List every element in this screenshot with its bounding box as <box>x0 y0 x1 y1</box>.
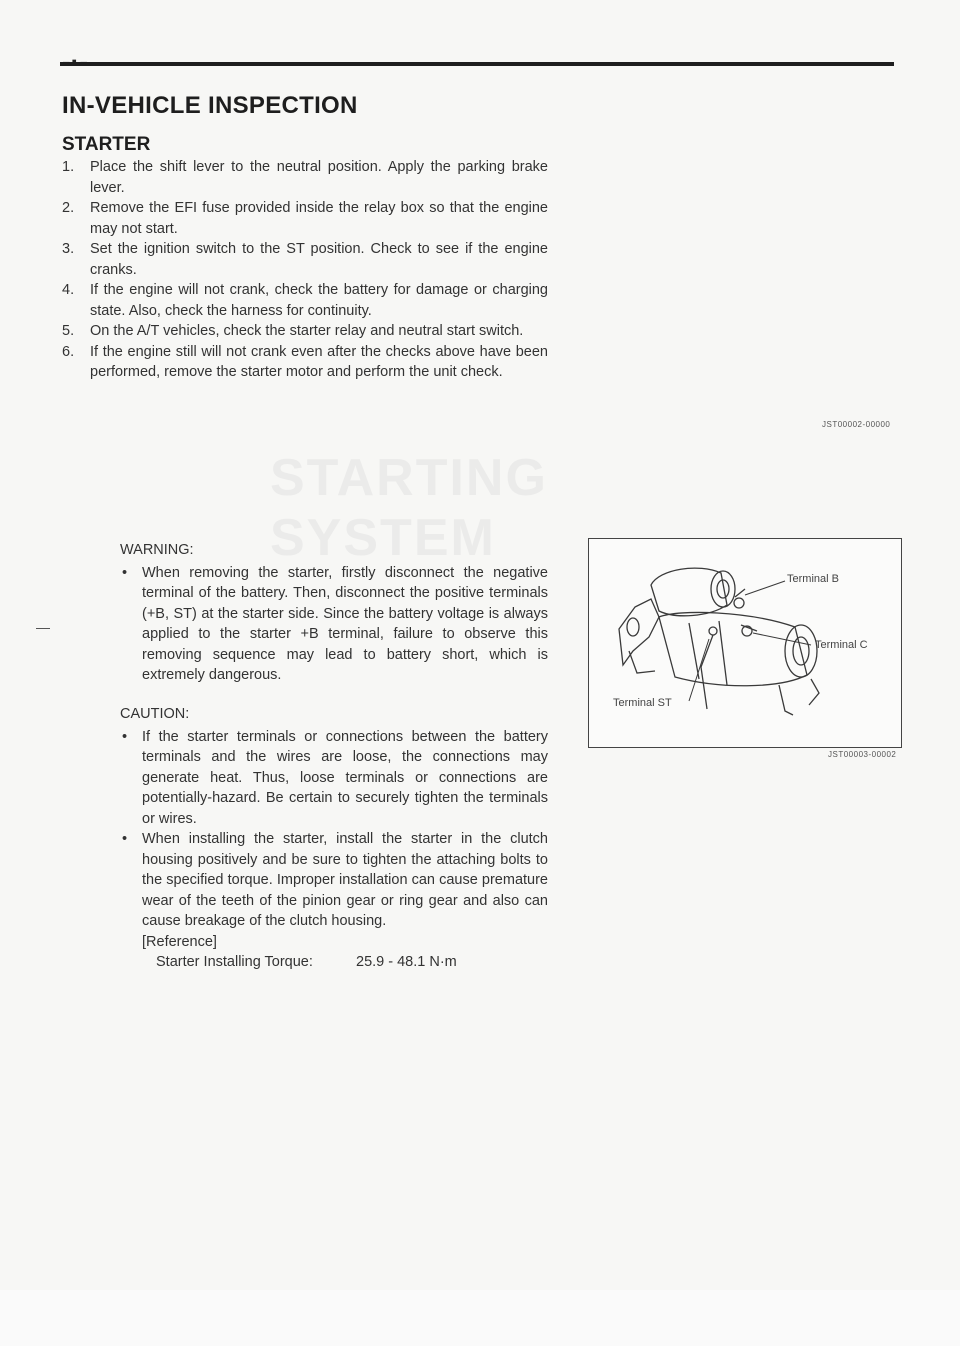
torque-value: 25.9 - 48.1 N·m <box>356 954 457 970</box>
torque-spec <box>120 952 548 973</box>
header-rule <box>60 62 894 66</box>
figure-code: JST00003-00002 <box>828 750 897 759</box>
page-title: IN-VEHICLE INSPECTION <box>62 92 358 119</box>
procedure-steps <box>62 157 548 383</box>
section-subtitle: STARTER <box>62 134 151 155</box>
caution-text: When installing the starter, install the starter in the clutch housing positively and be sure to tighten the attaching bolts to the specified torque. Improper installation can cause premature wear of the teeth of the pinion gear or ring gear and also can cause breakage of the clutch housing. <box>142 831 548 929</box>
reference-label: [Reference] <box>142 933 217 950</box>
page-footer <box>0 1290 960 1346</box>
caution-bullet <box>120 727 548 830</box>
torque-label: Starter Installing Torque: <box>156 954 313 970</box>
step-text: If the engine will not crank, check the battery for damage or charging state. Also, check the harness for continuity. <box>90 282 548 319</box>
step-text: Remove the EFI fuse provided inside the relay box so that the engine may not start. <box>90 200 548 237</box>
step-text: If the engine still will not crank even after the checks above have been performed, remove the starter motor and perform the unit check. <box>90 343 548 380</box>
step-item <box>62 157 548 198</box>
step-item <box>62 198 548 239</box>
reference-code: JST00002-00000 <box>822 420 891 429</box>
bullet-dot: • <box>122 564 128 581</box>
warning-bullet <box>120 563 548 686</box>
step-text: Set the ignition switch to the ST position. Check to see if the engine cranks. <box>90 241 548 278</box>
step-number: 4. <box>62 282 75 298</box>
caution-bullet <box>120 829 548 932</box>
warning-heading: WARNING: <box>120 542 194 558</box>
starter-terminal-figure <box>588 538 902 748</box>
step-item <box>62 342 548 383</box>
bullet-dot: • <box>122 831 128 847</box>
terminal-b-label: Terminal B <box>787 573 839 585</box>
warning-text: When removing the starter, firstly disconnect the negative terminal of the battery. Then, disconnect the positive terminals (+B, ST) at the starter side. Since the battery voltage is always applied to the starter +B terminal, failure to observe this removing sequence may lead to battery short, which is extremely dangerous. <box>142 564 548 683</box>
caution-text: If the starter terminals or connections between the battery terminals and the wires are loose, the connections may generate heat. Thus, loose terminals or connections are potentially-hazard. Be certain to securely tighten the terminals or wires. <box>142 728 548 827</box>
faint-chapter-title: STARTING SYSTEM <box>270 449 548 567</box>
step-item <box>62 239 548 280</box>
step-number: 5. <box>62 323 75 339</box>
step-text: Place the shift lever to the neutral position. Apply the parking brake lever. <box>90 159 548 196</box>
step-number: 3. <box>62 241 75 257</box>
warning-block <box>120 540 548 686</box>
step-text: On the A/T vehicles, check the starter relay and neutral start switch. <box>90 323 524 339</box>
caution-block <box>120 704 548 973</box>
step-number: 6. <box>62 343 75 360</box>
step-item <box>62 321 548 342</box>
bullet-dot: • <box>122 728 128 745</box>
margin-mark <box>36 628 50 629</box>
step-item <box>62 280 548 321</box>
terminal-c-label: Terminal C <box>815 639 868 651</box>
step-number: 2. <box>62 200 75 216</box>
caution-heading: CAUTION: <box>120 706 190 722</box>
terminal-st-label: Terminal ST <box>613 697 672 709</box>
step-number: 1. <box>62 159 75 175</box>
